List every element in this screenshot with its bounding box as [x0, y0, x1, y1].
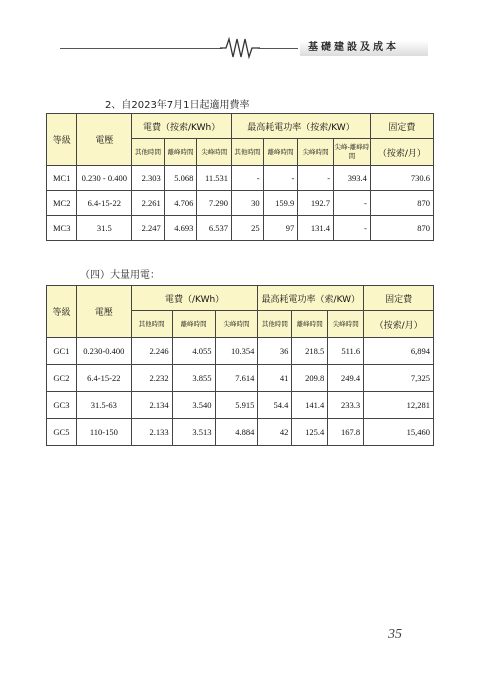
- sub-header: 其他時間: [258, 311, 292, 338]
- table-row: [47, 392, 434, 419]
- sub-header: 離峰時間: [172, 311, 215, 338]
- section1-title: 2、自2023年7月1日起適用費率: [105, 100, 250, 111]
- value-cell: 393.4: [334, 166, 371, 191]
- grade-cell: GC1: [47, 338, 77, 365]
- value-cell: 4.055: [172, 338, 215, 365]
- sub-header: 其他時間: [132, 139, 165, 166]
- col-demand-header: 最高耗電功率（索/KW）: [258, 286, 364, 311]
- value-cell: 2.134: [131, 392, 172, 419]
- value-cell: 36: [258, 338, 292, 365]
- sub-header: 尖峰時間: [197, 139, 232, 166]
- header-rule-left: [60, 48, 222, 49]
- col-fixed-unit: （按索/月）: [370, 139, 433, 166]
- grade-cell: GC2: [47, 365, 77, 392]
- value-cell: 218.5: [292, 338, 328, 365]
- voltage-cell: 0.230-0.400: [76, 338, 131, 365]
- col-energy-header: 電費（按索/KWh）: [132, 114, 232, 139]
- voltage-cell: 31.5: [77, 216, 132, 241]
- value-cell: 2.261: [132, 191, 165, 216]
- value-cell: 249.4: [328, 365, 364, 392]
- col-voltage-header: 電壓: [76, 286, 131, 338]
- value-cell: 4.693: [164, 216, 197, 241]
- value-cell: 141.4: [292, 392, 328, 419]
- col-fixed-header: 固定費: [370, 114, 433, 139]
- value-cell: -: [298, 166, 334, 191]
- table-row: [47, 419, 434, 446]
- col-energy-header: 電費（/KWh）: [131, 286, 258, 311]
- value-cell: 10.354: [215, 338, 258, 365]
- sub-header: 其他時間: [131, 311, 172, 338]
- value-cell: 25: [232, 216, 264, 241]
- col-voltage-header: 電壓: [77, 114, 132, 166]
- gc-tariff-table: [46, 285, 434, 446]
- value-cell: 54.4: [258, 392, 292, 419]
- value-cell: 5.915: [215, 392, 258, 419]
- grade-cell: MC1: [47, 166, 77, 191]
- header-rule-mid: [258, 48, 298, 49]
- voltage-cell: 31.5-63: [76, 392, 131, 419]
- grade-cell: GC5: [47, 419, 77, 446]
- fixed-fee-cell: 870: [370, 191, 433, 216]
- page-number: 35: [388, 627, 402, 642]
- value-cell: 233.3: [328, 392, 364, 419]
- grade-cell: MC3: [47, 216, 77, 241]
- header-title: 基礎建設及成本: [300, 40, 428, 56]
- value-cell: 41: [258, 365, 292, 392]
- sub-header: 尖峰-離峰時間: [334, 139, 371, 166]
- fixed-fee-cell: 870: [370, 216, 433, 241]
- value-cell: 192.7: [298, 191, 334, 216]
- grade-cell: MC2: [47, 191, 77, 216]
- mc-tariff-table: [46, 113, 434, 241]
- value-cell: 2.133: [131, 419, 172, 446]
- col-fixed-header: 固定費: [364, 286, 434, 311]
- value-cell: 3.540: [172, 392, 215, 419]
- value-cell: 131.4: [298, 216, 334, 241]
- waveform-icon: [220, 36, 260, 60]
- value-cell: 209.8: [292, 365, 328, 392]
- sub-header: 尖峰時間: [328, 311, 364, 338]
- value-cell: 6.537: [197, 216, 232, 241]
- col-demand-header: 最高耗電功率（按索/KW）: [232, 114, 371, 139]
- value-cell: 511.6: [328, 338, 364, 365]
- fixed-fee-cell: 7,325: [364, 365, 434, 392]
- sub-header: 離峰時間: [263, 139, 298, 166]
- section2-title: （四）大量用電：: [80, 270, 160, 281]
- value-cell: 2.246: [131, 338, 172, 365]
- voltage-cell: 6.4-15-22: [76, 365, 131, 392]
- value-cell: 3.513: [172, 419, 215, 446]
- value-cell: 42: [258, 419, 292, 446]
- voltage-cell: 0.230 - 0.400: [77, 166, 132, 191]
- grade-cell: GC3: [47, 392, 77, 419]
- sub-header: 離峰時間: [292, 311, 328, 338]
- table-row: [47, 166, 434, 191]
- table-row: [47, 365, 434, 392]
- table-row: [47, 191, 434, 216]
- value-cell: 7.290: [197, 191, 232, 216]
- sub-header: 其他時間: [232, 139, 264, 166]
- col-grade-header: 等級: [47, 286, 77, 338]
- value-cell: 167.8: [328, 419, 364, 446]
- value-cell: 2.232: [131, 365, 172, 392]
- value-cell: 30: [232, 191, 264, 216]
- value-cell: 4.884: [215, 419, 258, 446]
- value-cell: 3.855: [172, 365, 215, 392]
- value-cell: 11.531: [197, 166, 232, 191]
- value-cell: 97: [263, 216, 298, 241]
- value-cell: 159.9: [263, 191, 298, 216]
- value-cell: -: [334, 191, 371, 216]
- sub-header: 尖峰時間: [298, 139, 334, 166]
- voltage-cell: 6.4-15-22: [77, 191, 132, 216]
- voltage-cell: 110-150: [76, 419, 131, 446]
- table-row: [47, 338, 434, 365]
- value-cell: 7.614: [215, 365, 258, 392]
- value-cell: 2.247: [132, 216, 165, 241]
- sub-header: 尖峰時間: [215, 311, 258, 338]
- value-cell: -: [334, 216, 371, 241]
- sub-header: 離峰時間: [164, 139, 197, 166]
- fixed-fee-cell: 15,460: [364, 419, 434, 446]
- value-cell: 125.4: [292, 419, 328, 446]
- fixed-fee-cell: 6,894: [364, 338, 434, 365]
- value-cell: 2.303: [132, 166, 165, 191]
- value-cell: 4.706: [164, 191, 197, 216]
- table-row: [47, 216, 434, 241]
- value-cell: -: [263, 166, 298, 191]
- fixed-fee-cell: 730.6: [370, 166, 433, 191]
- fixed-fee-cell: 12,281: [364, 392, 434, 419]
- col-fixed-unit: （按索/月）: [364, 311, 434, 338]
- value-cell: 5.068: [164, 166, 197, 191]
- col-grade-header: 等級: [47, 114, 77, 166]
- value-cell: -: [232, 166, 264, 191]
